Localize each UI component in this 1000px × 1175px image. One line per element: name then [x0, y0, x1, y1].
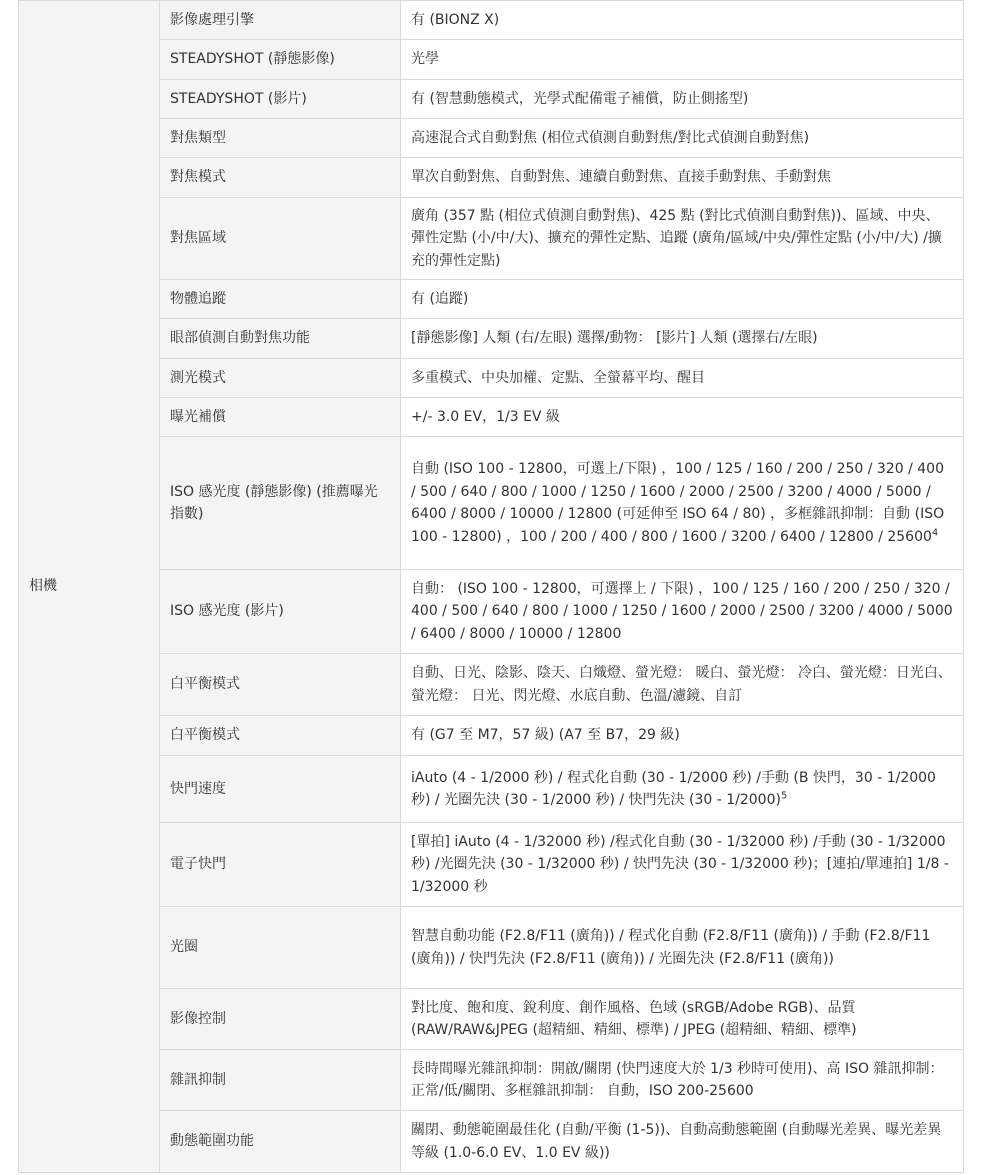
spec-row	[19, 359, 964, 398]
spec-value	[401, 80, 964, 119]
spec-value	[401, 158, 964, 198]
spec-row	[19, 198, 964, 280]
spec-value	[401, 398, 964, 437]
spec-value-text: 有 (追蹤)	[411, 290, 469, 307]
spec-label: STEADYSHOT (靜態影像)	[160, 40, 401, 80]
spec-label: 對焦模式	[160, 158, 401, 198]
spec-value	[401, 319, 964, 359]
spec-value	[401, 359, 964, 398]
spec-row	[19, 1111, 964, 1173]
spec-label: 白平衡模式	[160, 716, 401, 756]
spec-row	[19, 158, 964, 198]
spec-row	[19, 80, 964, 119]
spec-table	[18, 0, 964, 1173]
spec-row	[19, 716, 964, 756]
spec-row	[19, 119, 964, 158]
spec-row	[19, 823, 964, 907]
spec-value	[401, 198, 964, 280]
spec-value	[401, 119, 964, 158]
spec-label: STEADYSHOT (影片)	[160, 80, 401, 119]
spec-label: 動態範圍功能	[160, 1111, 401, 1173]
spec-label: 曝光補償	[160, 398, 401, 437]
spec-value-text: 高速混合式自動對焦 (相位式偵測自動對焦/對比式偵測自動對焦)	[411, 129, 810, 146]
spec-label: 物體追蹤	[160, 280, 401, 319]
spec-value	[401, 437, 964, 570]
spec-value	[401, 756, 964, 823]
spec-value	[401, 40, 964, 80]
spec-value-text: 自動 (ISO 100 - 12800，可選上/下限) ，100 / 125 / 160 / 200 / 250 / 320 / 400 / 500 / 640 / 800 / 1000 / 1250 / 1600 / 2000 / 2500 / 3200 / 4000 / 5000 / 6400 / 8000 / 10000 / 12800 (可延伸至 ISO 64 / 80) ，多框雜訊抑制：自動 (ISO 100 - 12800) ，100 / 200 / 400 / 800 / 1600 / 3200 / 6400 / 12800 / 25600	[411, 461, 945, 545]
spec-label: 對焦類型	[160, 119, 401, 158]
spec-label: 快門速度	[160, 756, 401, 823]
spec-label: 眼部偵測自動對焦功能	[160, 319, 401, 359]
spec-label: 白平衡模式	[160, 654, 401, 716]
spec-row	[19, 437, 964, 570]
spec-value-text: [單拍] iAuto (4 - 1/32000 秒) /程式化自動 (30 - 1/32000 秒) /手動 (30 - 1/32000 秒) /光圈先決 (30 - 1/32000 秒) / 快門先決 (30 - 1/32000 秒)；[連拍/單連拍] 1/8 - 1/32000 秒	[411, 833, 949, 895]
footnote-marker: 5	[780, 790, 788, 802]
spec-row	[19, 1050, 964, 1111]
spec-value-text: [靜態影像] 人類 (右/左眼) 選擇/動物： [影片] 人類 (選擇右/左眼)	[411, 330, 818, 347]
spec-row	[19, 398, 964, 437]
spec-value-text: 智慧自動功能 (F2.8/F11 (廣角)) / 程式化自動 (F2.8/F11 (廣角)) / 手動 (F2.8/F11 (廣角)) / 快門先決 (F2.8/F11 (廣角)) / 光圈先決 (F2.8/F11 (廣角))	[411, 928, 931, 967]
spec-value	[401, 1050, 964, 1111]
spec-value-text: 自動、日光、陰影、陰天、白熾燈、螢光燈： 暖白、螢光燈： 冷白、螢光燈：日光白、螢光燈： 日光、閃光燈、水底自動、色溫/濾鏡、自訂	[411, 665, 952, 704]
spec-label: 雜訊抑制	[160, 1050, 401, 1111]
spec-label: 影像控制	[160, 989, 401, 1050]
spec-label: 對焦區域	[160, 198, 401, 280]
spec-label: ISO 感光度 (影片)	[160, 570, 401, 654]
category-cell: 相機	[19, 1, 160, 1173]
spec-row	[19, 756, 964, 823]
spec-row	[19, 319, 964, 359]
footnote-marker: 4	[931, 526, 939, 538]
spec-label: 測光模式	[160, 359, 401, 398]
spec-value	[401, 989, 964, 1050]
spec-value-text: 有 (智慧動態模式，光學式配備電子補償，防止側搖型)	[411, 90, 749, 107]
spec-value-text: 自動： (ISO 100 - 12800，可選擇上 / 下限) ，100 / 125 / 160 / 200 / 250 / 320 / 400 / 500 / 640 / 800 / 1000 / 1250 / 1600 / 2000 / 2500 / 3200 / 4000 / 5000 / 6400 / 8000 / 10000 / 12800	[411, 580, 953, 642]
spec-row	[19, 570, 964, 654]
spec-value-text: 單次自動對焦、自動對焦、連續自動對焦、直接手動對焦、手動對焦	[411, 169, 831, 186]
spec-value	[401, 907, 964, 989]
spec-value	[401, 1111, 964, 1173]
spec-row	[19, 1, 964, 40]
spec-label: 電子快門	[160, 823, 401, 907]
spec-value-text: 有 (BIONZ X)	[411, 11, 500, 28]
spec-table-body	[19, 1, 964, 1173]
spec-value	[401, 280, 964, 319]
spec-value-text: 長時間曝光雜訊抑制：開啟/關閉 (快門速度大於 1/3 秒時可使用)、高 ISO 雜訊抑制：正常/低/關閉、多框雜訊抑制： 自動，ISO 200-25600	[411, 1060, 944, 1099]
spec-value-text: 關閉、動態範圍最佳化 (自動/平衡 (1-5))、自動高動態範圍 (自動曝光差異、曝光差異等級 (1.0-6.0 EV、1.0 EV 級))	[411, 1122, 942, 1161]
spec-value-text: iAuto (4 - 1/2000 秒) / 程式化自動 (30 - 1/2000 秒) /手動 (B 快門，30 - 1/2000 秒) / 光圈先決 (30 - 1/2000 秒) / 快門先決 (30 - 1/2000)	[411, 769, 936, 808]
spec-value	[401, 716, 964, 756]
spec-value-text: 廣角 (357 點 (相位式偵測自動對焦)、425 點 (對比式偵測自動對焦))、區域、中央、彈性定點 (小/中/大)、擴充的彈性定點、追蹤 (廣角/區域/中央/彈性定點 (小/中/大) /擴充的彈性定點)	[411, 207, 942, 269]
spec-value	[401, 570, 964, 654]
spec-value-text: 光學	[411, 51, 439, 68]
spec-value-text: 對比度、飽和度、銳利度、創作風格、色域 (sRGB/Adobe RGB)、品質 (RAW/RAW&JPEG (超精細、精細、標準) / JPEG (超精細、精細、標準)	[411, 999, 857, 1038]
spec-value	[401, 823, 964, 907]
spec-value	[401, 1, 964, 40]
spec-row	[19, 654, 964, 716]
spec-label: 影像處理引擎	[160, 1, 401, 40]
spec-label: ISO 感光度 (靜態影像) (推薦曝光指數)	[160, 437, 401, 570]
spec-value-text: +/- 3.0 EV，1/3 EV 級	[411, 408, 560, 425]
spec-row	[19, 989, 964, 1050]
spec-label: 光圈	[160, 907, 401, 989]
spec-row	[19, 40, 964, 80]
spec-value-text: 有 (G7 至 M7，57 級) (A7 至 B7，29 級)	[411, 727, 680, 744]
spec-value	[401, 654, 964, 716]
spec-row	[19, 280, 964, 319]
spec-value-text: 多重模式、中央加權、定點、全螢幕平均、醒目	[411, 369, 705, 386]
spec-row	[19, 907, 964, 989]
